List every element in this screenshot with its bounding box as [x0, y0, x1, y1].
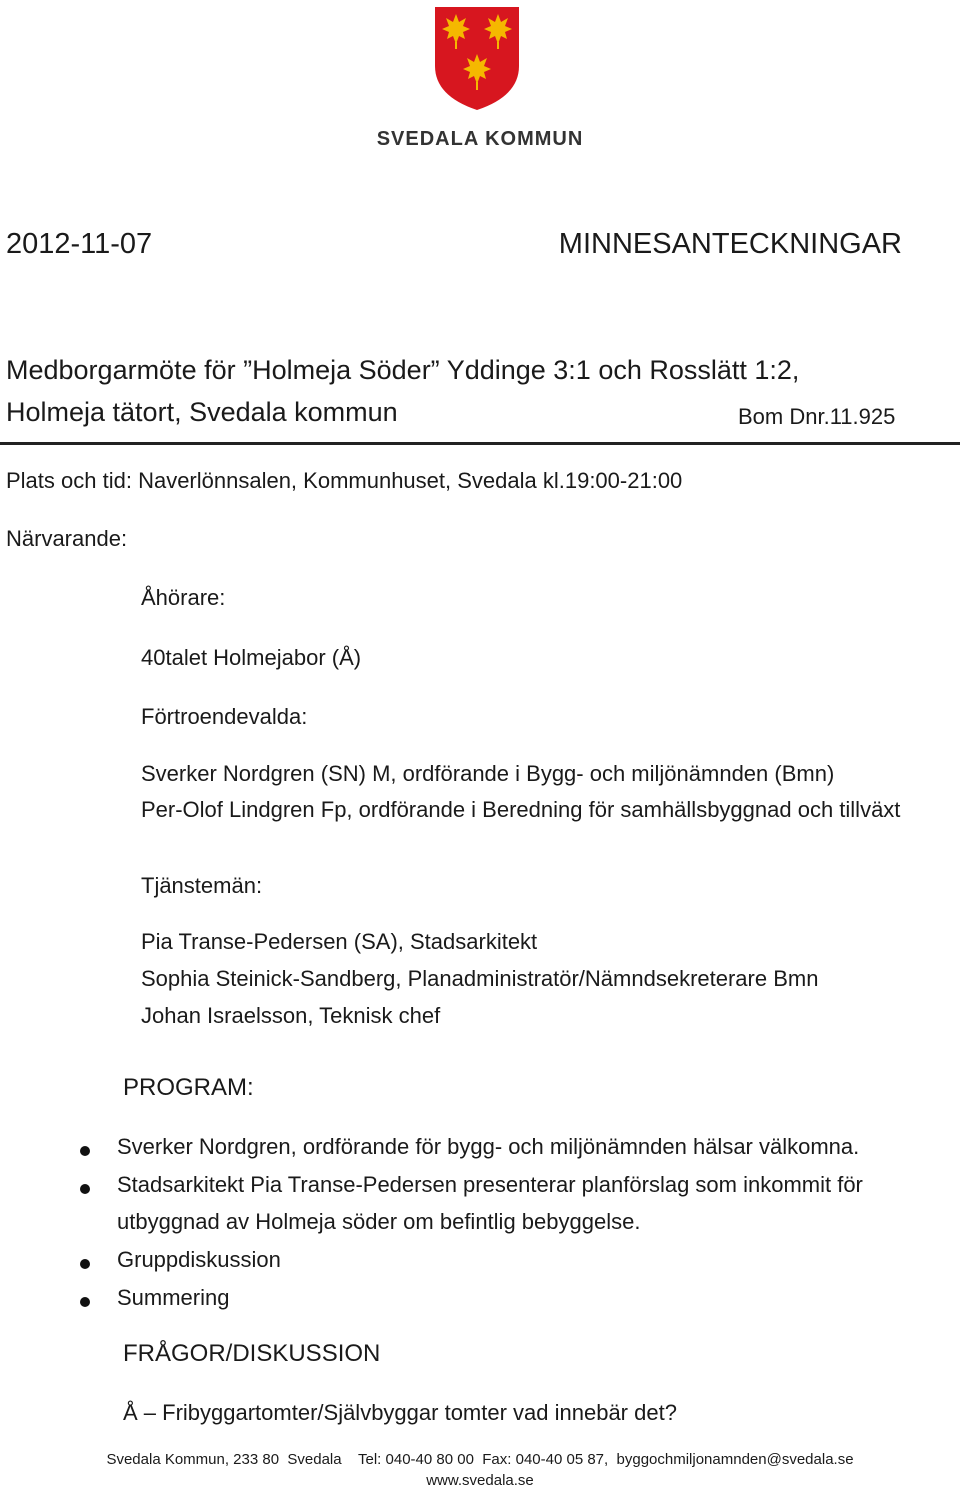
meeting-title-line-1: Medborgarmöte för ”Holmeja Söder” Yddinge 3:1 och Rosslätt 1:2, — [6, 355, 800, 385]
elected-label: Förtroendevalda: — [141, 704, 308, 729]
document-type: MINNESANTECKNINGAR — [558, 228, 902, 260]
program-item: Summering — [117, 1285, 230, 1310]
document-date: 2012-11-07 — [6, 228, 153, 260]
official-member: Johan Israelsson, Teknisk chef — [141, 1003, 441, 1028]
question-item: Å – Fribyggartomter/Självbyggar tomter vad innebär det? — [123, 1400, 677, 1425]
official-member: Sophia Steinick-Sandberg, Planadministratör/Nämndsekreterare Bmn — [141, 966, 819, 991]
program-item-continuation: utbyggnad av Holmeja söder om befintlig bebyggelse. — [117, 1209, 641, 1234]
audience-value: 40talet Holmejabor (Å) — [141, 645, 362, 670]
audience-label: Åhörare: — [141, 585, 226, 610]
title-divider — [0, 442, 960, 445]
program-heading: PROGRAM: — [123, 1074, 254, 1101]
organization-name: SVEDALA KOMMUN — [376, 128, 584, 150]
elected-member: Sverker Nordgren (SN) M, ordförande i Bygg- och miljönämnden (Bmn) — [141, 761, 835, 786]
svedala-coat-of-arms-icon — [432, 4, 522, 112]
elected-member: Per-Olof Lindgren Fp, ordförande i Beredning för samhällsbyggnad och tillväxt — [141, 797, 901, 822]
program-item: Stadsarkitekt Pia Transe-Pedersen presenterar planförslag som inkommit för — [117, 1172, 863, 1197]
bullet-icon — [80, 1184, 90, 1194]
footer-contact: Svedala Kommun, 233 80 Svedala Tel: 040-40 80 00 Fax: 040-40 05 87, byggochmiljonamnden@svedala.se — [106, 1451, 854, 1468]
program-item: Gruppdiskussion — [117, 1247, 281, 1272]
questions-heading: FRÅGOR/DISKUSSION — [123, 1340, 381, 1367]
place-and-time: Plats och tid: Naverlönnsalen, Kommunhuset, Svedala kl.19:00-21:00 — [6, 468, 683, 493]
program-item: Sverker Nordgren, ordförande för bygg- och miljönämnden hälsar välkomna. — [117, 1134, 860, 1159]
meeting-title-line-2: Holmeja tätort, Svedala kommun — [6, 397, 398, 427]
official-member: Pia Transe-Pedersen (SA), Stadsarkitekt — [141, 929, 538, 954]
bullet-icon — [80, 1146, 90, 1156]
officials-label: Tjänstemän: — [141, 873, 263, 898]
footer-website-link[interactable]: www.svedala.se — [426, 1472, 534, 1489]
present-label: Närvarande: — [6, 526, 128, 551]
bullet-icon — [80, 1297, 90, 1307]
reference-number: Bom Dnr.11.925 — [738, 404, 896, 429]
bullet-icon — [80, 1259, 90, 1269]
